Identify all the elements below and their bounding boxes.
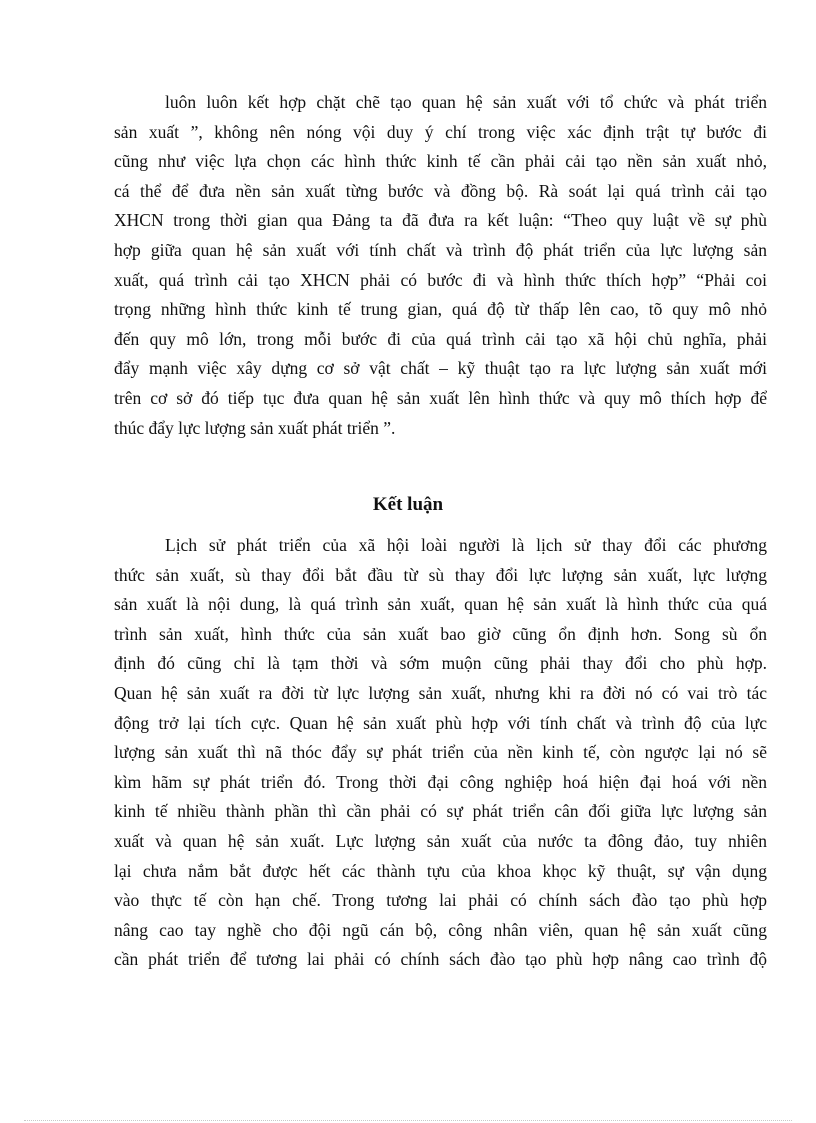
paragraph-2-line: Quan hệ sản xuất ra đời từ lực lượng sản xuất, nhưng khi ra đời nó có vai trò tác xyxy=(114,682,767,703)
paragraph-1-line: cũng như việc lựa chọn các hình thức kinh tế cần phải cải tạo nền sản xuất nhỏ, xyxy=(114,151,767,172)
paragraph-1-line: XHCN trong thời gian qua Đảng ta đã đưa ra kết luận: “Theo quy luật về sự phù xyxy=(114,210,767,231)
paragraph-1-line: đến quy mô lớn, trong mỗi bước đi của quá trình cải tạo xã hội chủ nghĩa, phải xyxy=(114,328,767,349)
paragraph-1 xyxy=(114,88,767,443)
page-bottom-dotted-rule xyxy=(24,1120,792,1121)
paragraph-1-line: hợp giữa quan hệ sản xuất với tính chất và trình độ phát triển của lực lượng sản xyxy=(114,239,767,260)
paragraph-2-line: kìm hãm sự phát triển đó. Trong thời đại công nghiệp hoá hiện đại hoá với nền xyxy=(114,771,767,792)
paragraph-2-line: định đó cũng chỉ là tạm thời và sớm muộn cũng phải thay đổi cho phù hợp. xyxy=(114,653,767,674)
paragraph-1-line: thúc đẩy lực lượng sản xuất phát triển ”. xyxy=(114,417,396,438)
paragraph-2 xyxy=(114,531,767,975)
paragraph-1-line: xuất, quá trình cải tạo XHCN phải có bước đi và hình thức thích hợp” “Phải coi xyxy=(114,269,767,290)
paragraph-2-line: cần phát triển để tương lai phải có chính sách đào tạo phù hợp nâng cao trình độ xyxy=(114,949,767,970)
paragraph-2-line: kinh tế nhiều thành phần thì cần phải có sự phát triển cân đối giữa lực lượng sản xyxy=(114,801,767,822)
paragraph-1-line: trọng những hình thức kinh tế trung gian, quá độ từ thấp lên cao, tõ quy mô nhỏ xyxy=(114,299,767,320)
paragraph-2-line: lượng sản xuất thì nã thóc đẩy sự phát triển của nền kinh tế, còn ngược lại nó sẽ xyxy=(114,742,767,763)
paragraph-1-line: đẩy mạnh việc xây dựng cơ sở vật chất – kỹ thuật tạo ra lực lượng sản xuất mới xyxy=(114,358,767,379)
paragraph-1-line: trên cơ sở đó tiếp tục đưa quan hệ sản xuất lên hình thức và quy mô thích hợp để xyxy=(114,387,767,408)
paragraph-2-line: nâng cao tay nghề cho đội ngũ cán bộ, công nhân viên, quan hệ sản xuất cũng xyxy=(114,919,767,940)
paragraph-2-line: vào thực tế còn hạn chế. Trong tương lai phải có chính sách đào tạo phù hợp xyxy=(114,890,767,911)
paragraph-1-line: cá thể để đưa nền sản xuất từng bước và đồng bộ. Rà soát lại quá trình cải tạo xyxy=(114,180,767,201)
paragraph-2-line: động trở lại tích cực. Quan hệ sản xuất phù hợp với tính chất và trình độ của lực xyxy=(114,712,767,733)
paragraph-2-line: thức sản xuất, sù thay đổi bắt đầu từ sù thay đổi lực lượng sản xuất, lực lượng xyxy=(114,564,767,585)
paragraph-2-line: sản xuất là nội dung, là quá trình sản xuất, quan hệ sản xuất là hình thức của quá xyxy=(114,594,767,615)
paragraph-2-line: lại chưa nắm bắt được hết các thành tựu của khoa khọc kỹ thuật, sự vận dụng xyxy=(114,860,767,881)
paragraph-1-line: luôn luôn kết hợp chặt chẽ tạo quan hệ sản xuất với tổ chức và phát triển xyxy=(165,92,767,112)
paragraph-2-line: Lịch sử phát triển của xã hội loài người là lịch sử thay đổi các phương xyxy=(165,535,767,555)
paragraph-1-line: sản xuất ”, không nên nóng vội duy ý chí trong việc xác định trật tự bước đi xyxy=(114,121,767,142)
paragraph-2-line: xuất và quan hệ sản xuất. Lực lượng sản xuất của nước ta đông đảo, tuy nhiên xyxy=(114,830,767,851)
paragraph-2-line: trình sản xuất, hình thức của sản xuất bao giờ cũng ổn định hơn. Song sù ổn xyxy=(114,623,767,644)
section-heading: Kết luận xyxy=(372,494,444,515)
